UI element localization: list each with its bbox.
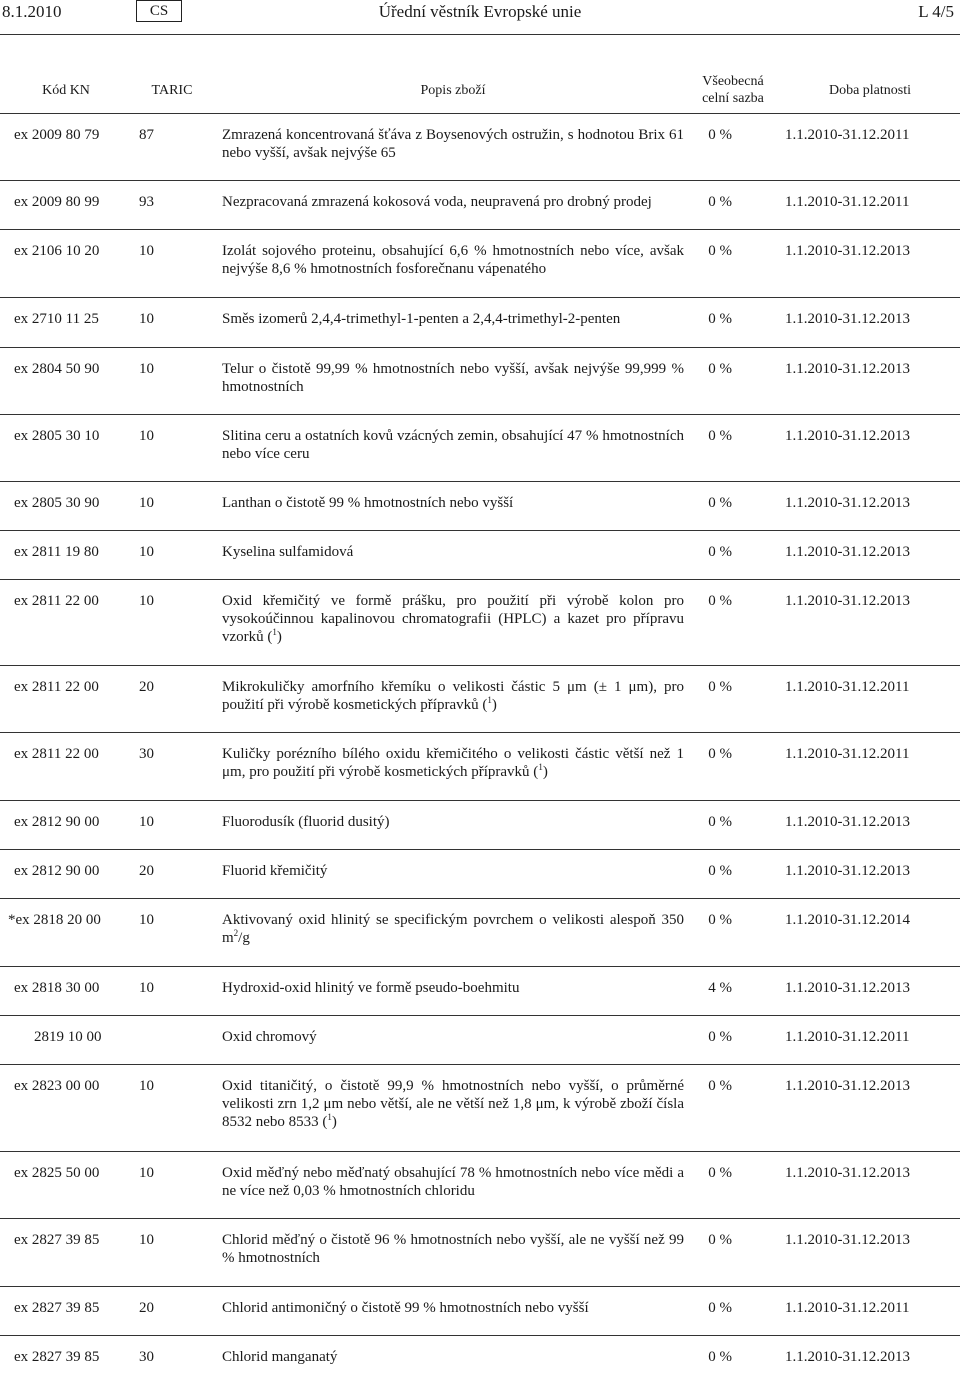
table-row (0, 297, 960, 348)
table-row (0, 1218, 960, 1287)
description-text-end: /g (238, 930, 250, 946)
duty-rate: 0 % (708, 495, 732, 511)
footnote-reference: 1 (272, 627, 277, 637)
validity-period: 1.1.2010-31.12.2013 (785, 243, 910, 259)
duty-rate: 0 % (708, 361, 732, 377)
page-header (0, 0, 960, 28)
validity-period: 1.1.2010-31.12.2011 (785, 194, 910, 210)
taric-code: 30 (139, 746, 154, 762)
table-row (0, 1151, 960, 1219)
cn-code: ex 2812 90 00 (14, 814, 100, 830)
column-header-description: Popis zboží (420, 82, 486, 98)
duty-rate: 0 % (708, 428, 732, 444)
goods-description (222, 126, 684, 162)
description-text: Oxid měďný nebo měďnatý obsahující 78 % hmotnostních nebo více mědi a ne více než 0,03 % hmotnostních chloridu (222, 1165, 684, 1199)
description-text: Oxid titaničitý, o čistotě 99,9 % hmotnostních nebo vyšší, o průměrné velikosti zrn 1,2 μm nebo větší, ale ne větší než 1,8 μm, k výrobě zboží čísla 8532 nebo 8533 ( (222, 1078, 684, 1130)
duty-rate: 0 % (708, 814, 732, 830)
description-text: Kuličky porézního bílého oxidu křemičitého o velikosti částic větší než 1 μm, pro použití při výrobě kosmetických přípravků ( (222, 746, 684, 780)
table-row (0, 665, 960, 733)
column-header-kn: Kód KN (42, 82, 90, 98)
table-row (0, 414, 960, 482)
table-row (0, 347, 960, 415)
description-text: Chlorid antimoničný o čistotě 99 % hmotnostních nebo vyšší (222, 1300, 589, 1316)
cn-code: ex 2710 11 25 (14, 311, 99, 327)
column-header-validity: Doba platnosti (828, 82, 912, 98)
description-text: Fluorid křemičitý (222, 863, 328, 879)
validity-period: 1.1.2010-31.12.2013 (785, 814, 910, 830)
cn-code: ex 2009 80 99 (14, 194, 100, 210)
table-row (0, 1064, 960, 1152)
validity-period: 1.1.2010-31.12.2013 (785, 1165, 910, 1181)
footnote-reference: 1 (487, 695, 492, 705)
table-row (0, 229, 960, 298)
column-header-duty (690, 66, 776, 114)
taric-code: 10 (139, 593, 154, 609)
cn-code: ex 2827 39 85 (14, 1300, 100, 1316)
taric-code: 10 (139, 912, 154, 928)
duty-rate: 0 % (708, 1349, 732, 1365)
cn-code: ex 2811 22 00 (14, 746, 99, 762)
taric-code: 93 (139, 194, 154, 210)
description-text: Nezpracovaná zmrazená kokosová voda, neupravená pro drobný prodej (222, 194, 652, 210)
goods-description (222, 1299, 684, 1317)
language-code-box: CS (136, 0, 182, 22)
description-text: Mikrokuličky amorfního křemíku o velikosti částic 5 μm (± 1 μm), pro použití při výrobě kosmetických přípravků ( (222, 679, 684, 713)
table-row (0, 966, 960, 1016)
footnote-reference: 2 (233, 928, 239, 938)
goods-description (222, 979, 684, 997)
goods-description (222, 310, 684, 328)
description-text: Oxid křemičitý ve formě prášku, pro použití při výrobě kolon pro vysokoúčinnou kapalinovou chromatografii (HPLC) a kazet pro přípravu vzorků ( (222, 593, 684, 645)
description-text: Hydroxid-oxid hlinitý ve formě pseudo-boehmitu (222, 980, 520, 996)
description-text: Chlorid měďný o čistotě 96 % hmotnostních nebo vyšší, ale ne vyšší než 99 % hmotnostních (222, 1232, 684, 1266)
duty-rate: 0 % (708, 1029, 732, 1045)
cn-code: ex 2804 50 90 (14, 361, 100, 377)
validity-period: 1.1.2010-31.12.2013 (785, 1349, 910, 1365)
duty-rate: 0 % (708, 311, 732, 327)
validity-period: 1.1.2010-31.12.2013 (785, 311, 910, 327)
taric-code: 10 (139, 495, 154, 511)
validity-period: 1.1.2010-31.12.2013 (785, 361, 910, 377)
taric-code: 87 (139, 127, 154, 143)
duty-rate: 0 % (708, 544, 732, 560)
cn-code: ex 2827 39 85 (14, 1232, 100, 1248)
cn-code: ex 2818 30 00 (14, 980, 100, 996)
page-number: L 4/5 (918, 2, 954, 21)
cn-code: ex 2823 00 00 (14, 1078, 100, 1094)
column-header-duty-line1: Všeobecná (702, 74, 764, 89)
description-text: Chlorid manganatý (222, 1349, 338, 1365)
cn-code: ex 2811 19 80 (14, 544, 99, 560)
taric-code: 10 (139, 311, 154, 327)
description-text: Oxid chromový (222, 1029, 317, 1045)
duty-rate: 0 % (708, 746, 732, 762)
description-text: Telur o čistotě 99,99 % hmotnostních nebo vyšší, avšak nejvýše 99,999 % hmotnostních (222, 361, 684, 395)
taric-code: 10 (139, 544, 154, 560)
validity-period: 1.1.2010-31.12.2013 (785, 1232, 910, 1248)
goods-description (222, 678, 684, 714)
table-row (0, 530, 960, 580)
table-row (0, 732, 960, 801)
description-text: Izolát sojového proteinu, obsahující 6,6 % hmotnostních nebo více, avšak nejvýše 8,6 % hmotnostních fosforečnanu vápenatého (222, 243, 684, 277)
cn-code: ex 2825 50 00 (14, 1165, 100, 1181)
table-row (0, 1015, 960, 1065)
duty-rate: 0 % (708, 1300, 732, 1316)
taric-code: 20 (139, 1300, 154, 1316)
table-row (0, 180, 960, 230)
cn-code: ex 2812 90 00 (14, 863, 100, 879)
footnote-reference: 1 (327, 1112, 332, 1122)
description-text: Aktivovaný oxid hlinitý se specifickým povrchem o velikosti alespoň 350 m (222, 912, 684, 946)
validity-period: 1.1.2010-31.12.2013 (785, 1078, 910, 1094)
cn-code: ex 2827 39 85 (14, 1349, 100, 1365)
goods-description (222, 193, 684, 211)
description-text-end: ) (491, 697, 497, 713)
duty-rate: 0 % (708, 679, 732, 695)
description-text: Lanthan o čistotě 99 % hmotnostních nebo vyšší (222, 495, 514, 511)
journal-title: Úřední věstník Evropské unie (378, 2, 582, 21)
validity-period: 1.1.2010-31.12.2014 (785, 912, 910, 928)
taric-code: 30 (139, 1349, 154, 1365)
goods-description (222, 745, 684, 781)
goods-description (222, 862, 684, 880)
description-text: Směs izomerů 2,4,4-trimethyl-1-penten a 2,4,4-trimethyl-2-penten (222, 311, 621, 327)
goods-description (222, 813, 684, 831)
validity-period: 1.1.2010-31.12.2013 (785, 544, 910, 560)
taric-code: 10 (139, 428, 154, 444)
description-text-end: ) (542, 764, 548, 780)
goods-description (222, 1348, 684, 1366)
duty-rate: 4 % (708, 980, 732, 996)
goods-description (222, 360, 684, 396)
goods-description (222, 592, 684, 646)
taric-code: 10 (139, 814, 154, 830)
goods-description (222, 543, 684, 561)
goods-description (222, 494, 684, 512)
table-row (0, 800, 960, 850)
cn-code: ex 2805 30 10 (14, 428, 100, 444)
duty-rate: 0 % (708, 1232, 732, 1248)
duty-rate: 0 % (708, 593, 732, 609)
validity-period: 1.1.2010-31.12.2011 (785, 1300, 910, 1316)
goods-description (222, 242, 684, 278)
table-row (0, 1335, 960, 1386)
table-row (0, 481, 960, 531)
table-row (0, 1286, 960, 1336)
table-row (0, 113, 960, 181)
goods-description (222, 427, 684, 463)
validity-period: 1.1.2010-31.12.2013 (785, 863, 910, 879)
validity-period: 1.1.2010-31.12.2011 (785, 127, 910, 143)
table-row (0, 898, 960, 967)
cn-code: *ex 2818 20 00 (8, 912, 101, 928)
goods-description (222, 1164, 684, 1200)
header-rule (0, 34, 960, 35)
validity-period: 1.1.2010-31.12.2011 (785, 679, 910, 695)
duty-rate: 0 % (708, 194, 732, 210)
duty-rate: 0 % (708, 912, 732, 928)
validity-period: 1.1.2010-31.12.2011 (785, 1029, 910, 1045)
goods-description (222, 1028, 684, 1046)
publication-date: 8.1.2010 (2, 2, 62, 21)
table-row (0, 849, 960, 899)
taric-code: 20 (139, 863, 154, 879)
description-text: Slitina ceru a ostatních kovů vzácných zemin, obsahující 47 % hmotnostních nebo více ceru (222, 428, 684, 462)
taric-code: 10 (139, 1232, 154, 1248)
duty-rate: 0 % (708, 243, 732, 259)
description-text: Kyselina sulfamidová (222, 544, 354, 560)
cn-code: ex 2805 30 90 (14, 495, 100, 511)
taric-code: 10 (139, 1078, 154, 1094)
goods-description (222, 1231, 684, 1267)
description-text: Zmrazená koncentrovaná šťáva z Boysenových ostružin, s hodnotou Brix 61 nebo vyšší, avšak nejvýše 65 (222, 127, 684, 161)
description-text-end: ) (276, 629, 282, 645)
description-text-end: ) (331, 1114, 337, 1130)
validity-period: 1.1.2010-31.12.2013 (785, 980, 910, 996)
cn-code: ex 2811 22 00 (14, 593, 99, 609)
column-header-taric: TARIC (151, 82, 193, 98)
column-header-duty-line2: celní sazba (702, 91, 764, 106)
cn-code: ex 2106 10 20 (14, 243, 100, 259)
duty-rate: 0 % (708, 863, 732, 879)
validity-period: 1.1.2010-31.12.2011 (785, 746, 910, 762)
taric-code: 10 (139, 361, 154, 377)
validity-period: 1.1.2010-31.12.2013 (785, 593, 910, 609)
cn-code: ex 2009 80 79 (14, 127, 100, 143)
cn-code: 2819 10 00 (34, 1029, 102, 1045)
taric-code: 10 (139, 243, 154, 259)
taric-code: 20 (139, 679, 154, 695)
taric-code: 10 (139, 980, 154, 996)
validity-period: 1.1.2010-31.12.2013 (785, 428, 910, 444)
taric-code: 10 (139, 1165, 154, 1181)
description-text: Fluorodusík (fluorid dusitý) (222, 814, 390, 830)
goods-description (222, 1077, 684, 1131)
validity-period: 1.1.2010-31.12.2013 (785, 495, 910, 511)
goods-description (222, 911, 684, 947)
table-row (0, 579, 960, 666)
cn-code: ex 2811 22 00 (14, 679, 99, 695)
duty-rate: 0 % (708, 1078, 732, 1094)
duty-rate: 0 % (708, 1165, 732, 1181)
duty-rate: 0 % (708, 127, 732, 143)
footnote-reference: 1 (538, 762, 543, 772)
